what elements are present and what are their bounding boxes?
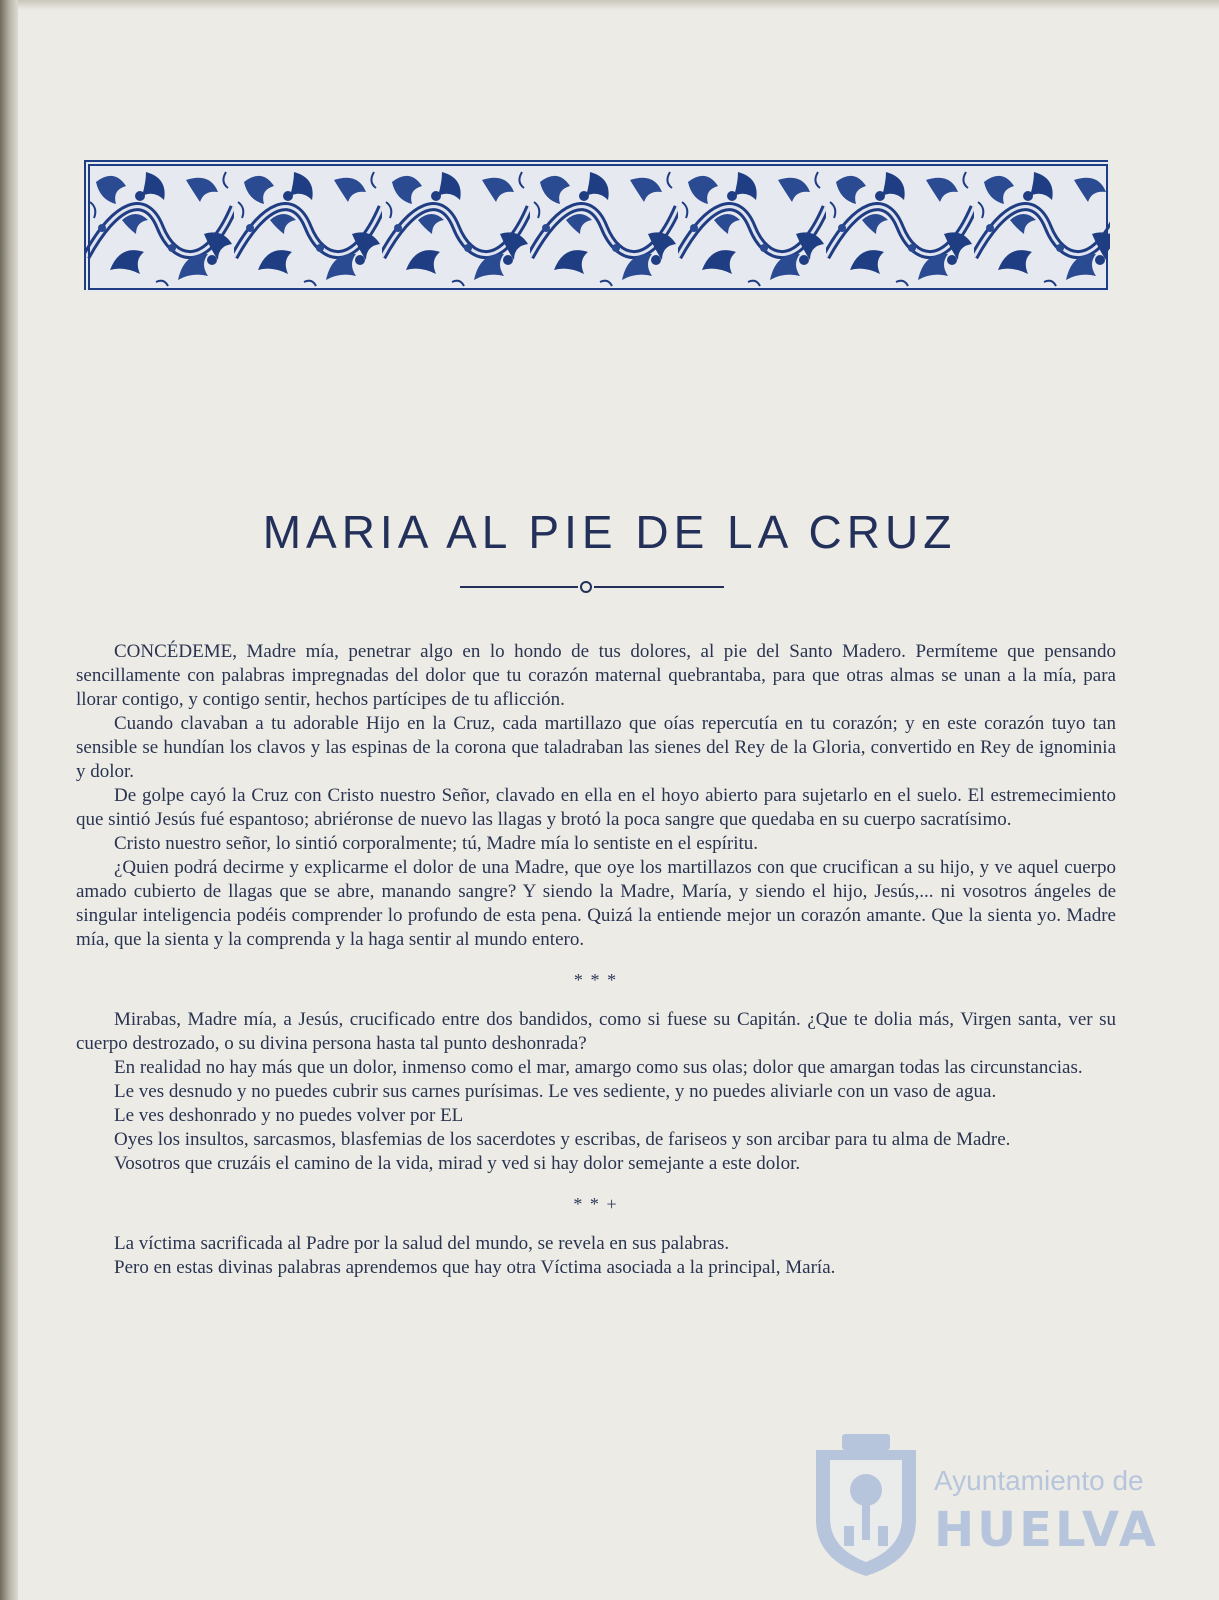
paragraph: Cristo nuestro señor, lo sintió corporalmente; tú, Madre mía lo sentiste en el espíritu. — [114, 833, 759, 854]
paragraph: Mirabas, Madre mía, a Jesús, crucificado entre dos bandidos, como si fuese su Capitán. ¿Que te dolia más, Virgen santa, ver su cuerpo destrozado, o su divina persona hasta tal punto deshonrada? — [76, 1009, 1116, 1054]
section-separator: * * + — [573, 1194, 619, 1214]
paragraph: De golpe cayó la Cruz con Cristo nuestro Señor, clavado en ella en el hoyo abierto para sujetarlo en el suelo. El estremecimiento que sintió Jesús fué espantoso; abriéronse de nuevo las llagas y brotó la poca sangre que quedaba en su cuerpo sacratísimo. — [76, 785, 1116, 830]
watermark-line2: HUELVA — [934, 1502, 1159, 1558]
section-separator: * * * — [573, 970, 619, 990]
title-divider — [460, 580, 724, 594]
paragraph: Vosotros que cruzáis el camino de la vida, mirad y ved si hay dolor semejante a este dolor. — [114, 1153, 801, 1174]
paragraph: Oyes los insultos, sarcasmos, blasfemias de los sacerdotes y escribas, de fariseos y son arcibar para tu alma de Madre. — [114, 1129, 1011, 1150]
page-title: MARIA AL PIE DE LA CRUZ — [262, 506, 957, 558]
paragraph: Le ves deshonrado y no puedes volver por EL — [114, 1105, 464, 1126]
article-body — [76, 640, 1116, 1280]
page-binding-edge — [0, 0, 18, 1600]
paragraph: En realidad no hay más que un dolor, inmenso como el mar, amargo como sus olas; dolor que amargan todas las circunstancias. — [114, 1057, 1083, 1078]
ornament-pattern — [86, 162, 1110, 292]
ayuntamiento-huelva-watermark — [806, 1430, 1159, 1580]
paragraph: Pero en estas divinas palabras aprendemos que hay otra Víctima asociada a la principal, María. — [114, 1257, 836, 1278]
paragraph: Cuando clavaban a tu adorable Hijo en la Cruz, cada martillazo que oías repercutía en tu corazón; y en este corazón tuyo tan sensible se hundían los clavos y las espinas de la corona que taladraban las sienes del Rey de la Gloria, convertido en Rey de ignominia y dolor. — [76, 713, 1116, 782]
paragraph: Le ves desnudo y no puedes cubrir sus carnes purísimas. Le ves sediente, y no puedes aliviarle con un vaso de agua. — [114, 1081, 997, 1102]
paragraph: CONCÉDEME, Madre mía, penetrar algo en lo hondo de tus dolores, al pie del Santo Madero. Permíteme que pensando sencillamente con palabras impregnadas del dolor que tu corazón maternal quebrantaba, para que otras almas se unan a la mía, para llorar contigo, y contigo sentir, hechos partícipes de tu aflicción. — [76, 641, 1116, 710]
paragraph: La víctima sacrificada al Padre por la salud del mundo, se revela en sus palabras. — [114, 1233, 730, 1254]
city-seal-icon — [816, 1434, 916, 1576]
watermark-line1: Ayuntamiento de — [934, 1465, 1144, 1496]
paragraph: ¿Quien podrá decirme y explicarme el dolor de una Madre, que oye los martillazos con que crucifican a su hijo, y ve aquel cuerpo amado cubierto de llagas que se abre, manando sangre? Y siendo la Madre, María, y siendo el hijo, Jesús,... ni vosotros ángeles de singular inteligencia podéis comprender lo profundo de esta pena. Quizá la entiende mejor un corazón amante. Que la sienta yo. Madre mía, que la sienta y la comprenda y la haga sentir al mundo entero. — [76, 857, 1116, 950]
ornamental-header-band — [84, 160, 1108, 290]
page-top-edge — [18, 0, 1219, 10]
